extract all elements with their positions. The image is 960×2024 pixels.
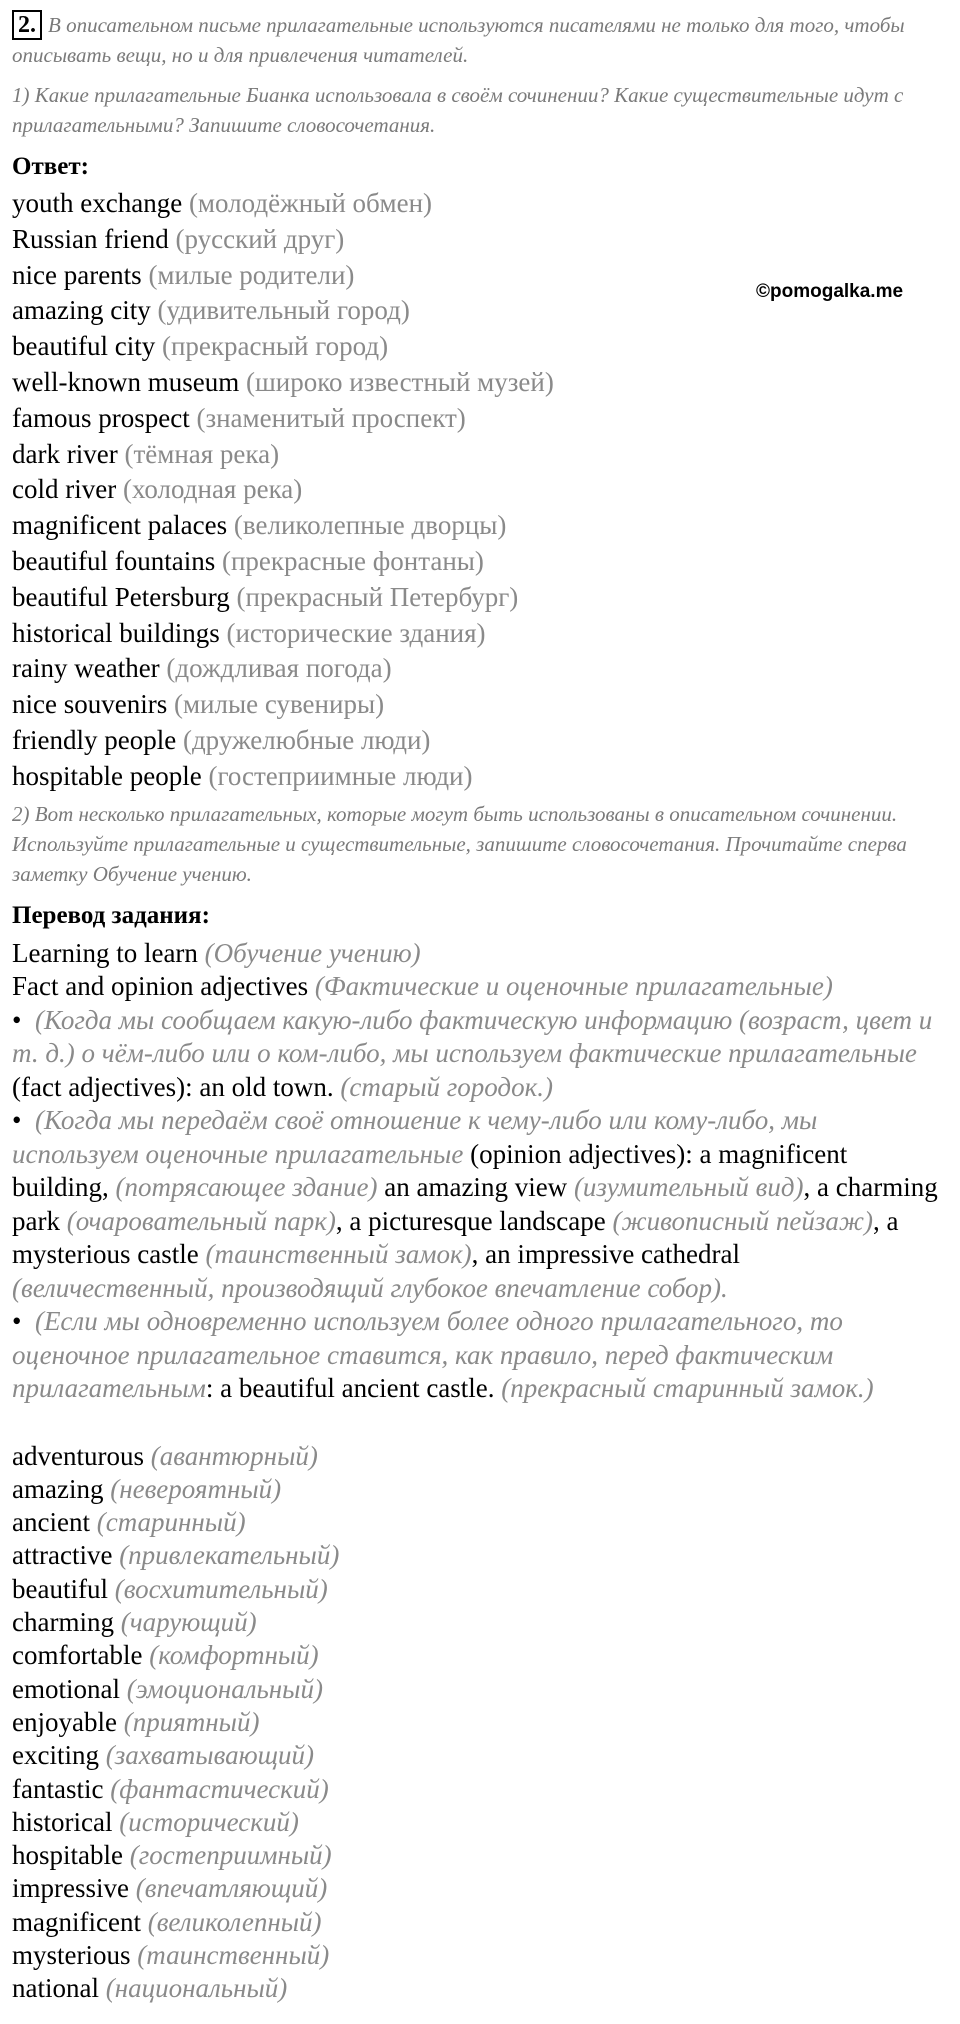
bullet-text-en: (opinion adjectives): a magnificent building,	[12, 1138, 848, 1203]
adjective-ru: (привлекательный)	[119, 1540, 340, 1571]
phrase-en: rainy weather	[12, 653, 160, 684]
task-intro	[12, 10, 948, 70]
answer-item	[12, 437, 948, 473]
adjective-en: amazing	[12, 1473, 104, 1504]
learning-subtitle-en: Fact and opinion adjectives	[12, 971, 309, 1002]
bullet-text-en: , an impressive cathedral	[471, 1239, 740, 1270]
adjective-en: attractive	[12, 1540, 113, 1571]
adjective-ru: (авантюрный)	[150, 1440, 318, 1471]
document-page	[12, 10, 948, 2006]
adjective-item	[12, 1839, 948, 1872]
phrase-ru: (милые сувениры)	[173, 689, 385, 720]
bullet-text-ru: (изумительный вид)	[573, 1172, 804, 1203]
adjective-ru: (старинный)	[96, 1507, 246, 1538]
adjective-ru: (невероятный)	[110, 1473, 282, 1504]
adjective-list	[12, 1440, 948, 2006]
answer-item	[12, 329, 948, 365]
phrase-en: magnificent palaces	[12, 510, 228, 541]
phrase-en: nice parents	[12, 259, 142, 290]
answer-item	[12, 580, 948, 616]
adjective-en: beautiful	[12, 1573, 108, 1604]
adjective-ru: (национальный)	[105, 1973, 288, 2004]
adjective-item	[12, 1872, 948, 1905]
question-1: 1) Какие прилагательные Бианка использовала в своём сочинении? Какие существительные идут с прилагательными? Запишите словосочетания.	[12, 83, 904, 137]
phrase-en: well-known museum	[12, 366, 240, 397]
adjective-item	[12, 1906, 948, 1939]
adjective-ru: (впечатляющий)	[135, 1873, 328, 1904]
phrase-en: Russian friend	[12, 223, 169, 254]
adjective-item	[12, 1506, 948, 1539]
phrase-ru: (гостеприимные люди)	[208, 760, 473, 791]
answer-item	[12, 186, 948, 222]
phrase-ru: (исторические здания)	[226, 617, 486, 648]
bullet-text-ru: (Когда мы сообщаем какую-либо фактическую информацию (возраст, цвет и т. д.) о чём-либо или о ком-либо, мы используем фактические прилагательные	[12, 1004, 933, 1069]
adjective-en: hospitable	[12, 1840, 123, 1871]
answer-heading: Ответ:	[12, 153, 89, 180]
answer-item	[12, 222, 948, 258]
bullet-text-ru: (потрясающее здание)	[115, 1172, 378, 1203]
phrase-ru: (русский друг)	[175, 223, 345, 254]
phrase-ru: (широко известный музей)	[245, 366, 554, 397]
learning-subtitle	[12, 970, 948, 1004]
phrase-ru: (прекрасный город)	[161, 331, 389, 362]
phrase-en: youth exchange	[12, 188, 183, 218]
answer-item	[12, 616, 948, 652]
adjective-item	[12, 1773, 948, 1806]
answer-item	[12, 365, 948, 401]
answer-item	[12, 401, 948, 437]
learning-title-en: Learning to learn	[12, 937, 198, 968]
bullet-text-ru: (живописный пейзаж)	[612, 1205, 874, 1236]
phrase-ru: (прекрасные фонтаны)	[221, 545, 484, 576]
adjective-en: exciting	[12, 1740, 99, 1771]
task-intro-text: В описательном письме прилагательные используются писателями не только для того, чтобы описывать вещи, но и для привлечения читателей.	[12, 13, 905, 67]
bullet-text-en: , a picturesque landscape	[335, 1205, 613, 1236]
phrase-en: dark river	[12, 438, 118, 469]
bullet-text-ru: (прекрасный старинный замок.)	[501, 1373, 874, 1404]
phrase-en: nice souvenirs	[12, 689, 168, 720]
question-2: 2) Вот несколько прилагательных, которые могут быть использованы в описательном сочинении. Используйте прилагательные и существительные, запишите словосочетания. Прочитайте сперва заметку Обучение учению.	[12, 801, 907, 886]
answer-item	[12, 544, 948, 580]
adjective-en: national	[12, 1973, 99, 2004]
adjective-item	[12, 1706, 948, 1739]
bullet-icon: •	[12, 1105, 22, 1136]
adjective-item	[12, 1539, 948, 1572]
bullet-fact	[12, 1004, 948, 1105]
adjective-item	[12, 1739, 948, 1772]
bullet-opinion	[12, 1104, 948, 1305]
phrase-en: hospitable people	[12, 760, 202, 791]
phrase-ru: (молодёжный обмен)	[188, 188, 433, 218]
adjective-en: emotional	[12, 1673, 120, 1704]
adjective-ru: (захватывающий)	[105, 1740, 315, 1771]
adjective-ru: (фантастический)	[110, 1773, 329, 1804]
adjective-item	[12, 1673, 948, 1706]
watermark: ©pomogalka.me	[756, 281, 904, 302]
adjective-item	[12, 1972, 948, 2005]
answer-list	[12, 186, 948, 795]
adjective-ru: (восхитительный)	[114, 1573, 328, 1604]
adjective-item	[12, 1473, 948, 1506]
adjective-item	[12, 1606, 948, 1639]
spacer	[12, 1406, 948, 1440]
adjective-en: impressive	[12, 1873, 129, 1904]
bullet-text-en: (fact adjectives): an old town.	[12, 1071, 341, 1102]
adjective-item	[12, 1806, 948, 1839]
phrase-en: beautiful Petersburg	[12, 581, 230, 612]
bullet-order	[12, 1305, 948, 1406]
task-number-badge: 2.	[12, 10, 42, 40]
phrase-en: friendly people	[12, 724, 177, 755]
learning-subtitle-ru: (Фактические и оценочные прилагательные)	[314, 971, 833, 1002]
adjective-item	[12, 1573, 948, 1606]
phrase-ru: (холодная река)	[122, 474, 303, 505]
bullet-text-ru: (таинственный замок)	[205, 1239, 472, 1270]
phrase-en: amazing city	[12, 295, 151, 326]
adjective-item	[12, 1440, 948, 1473]
adjective-ru: (таинственный)	[137, 1940, 330, 1970]
bullet-text-en: : a beautiful ancient castle.	[205, 1373, 502, 1404]
bullet-text-ru: (величественный, производящий глубокое впечатление собор).	[12, 1272, 728, 1303]
answer-item	[12, 472, 948, 508]
phrase-ru: (знаменитый проспект)	[196, 402, 466, 433]
bullet-text-ru: (Когда мы передаём своё отношение к чему-либо или кому-либо, мы используем оценочные прилагательные	[12, 1105, 818, 1169]
adjective-en: charming	[12, 1607, 114, 1638]
adjective-en: mysterious	[12, 1940, 131, 1970]
bullet-text-en: an amazing view	[377, 1172, 574, 1203]
adjective-en: enjoyable	[12, 1706, 117, 1737]
phrase-en: historical buildings	[12, 617, 220, 648]
adjective-item	[12, 1639, 948, 1672]
adjective-en: ancient	[12, 1507, 90, 1538]
bullet-text-ru: (очаровательный парк)	[66, 1205, 336, 1236]
bullet-icon: •	[12, 1306, 22, 1337]
learning-title-ru: (Обучение учению)	[204, 937, 421, 968]
phrase-ru: (милые родители)	[148, 259, 355, 290]
adjective-ru: (комфортный)	[149, 1640, 319, 1671]
adjective-item	[12, 1939, 948, 1972]
adjective-ru: (исторический)	[119, 1806, 299, 1837]
phrase-ru: (дружелюбные люди)	[182, 724, 431, 755]
phrase-ru: (великолепные дворцы)	[233, 510, 507, 541]
answer-item	[12, 723, 948, 759]
translation-heading: Перевод задания:	[12, 901, 210, 929]
bullet-text-ru: (Если мы одновременно используем более одного прилагательного, то оценочное прилагательное ставится, как правило, перед фактическим прилагательным	[12, 1306, 843, 1404]
phrase-ru: (удивительный город)	[157, 295, 410, 326]
adjective-ru: (великолепный)	[147, 1906, 322, 1937]
bullet-text-ru: (старый городок.)	[340, 1071, 553, 1102]
learning-title	[12, 937, 948, 971]
answer-item	[12, 687, 948, 723]
phrase-ru: (дождливая погода)	[166, 653, 392, 684]
adjective-ru: (приятный)	[123, 1706, 260, 1737]
bullet-icon: •	[12, 1004, 22, 1035]
phrase-en: beautiful fountains	[12, 545, 216, 576]
adjective-ru: (гостеприимный)	[129, 1840, 332, 1871]
bullet-text-en: , a charming park	[12, 1172, 938, 1236]
adjective-en: adventurous	[12, 1440, 144, 1471]
answer-item	[12, 759, 948, 795]
adjective-en: historical	[12, 1806, 113, 1837]
phrase-en: beautiful city	[12, 331, 156, 362]
phrase-en: famous prospect	[12, 402, 190, 433]
phrase-ru: (тёмная река)	[124, 438, 280, 469]
answer-item	[12, 651, 948, 687]
bullet-text-en: , a mysterious castle	[12, 1205, 899, 1270]
adjective-ru: (чарующий)	[120, 1607, 257, 1638]
phrase-ru: (прекрасный Петербург)	[236, 581, 519, 612]
adjective-ru: (эмоциональный)	[126, 1673, 323, 1704]
adjective-en: fantastic	[12, 1773, 104, 1804]
answer-item	[12, 508, 948, 544]
adjective-en: comfortable	[12, 1640, 143, 1671]
phrase-en: cold river	[12, 474, 117, 505]
adjective-en: magnificent	[12, 1906, 141, 1937]
